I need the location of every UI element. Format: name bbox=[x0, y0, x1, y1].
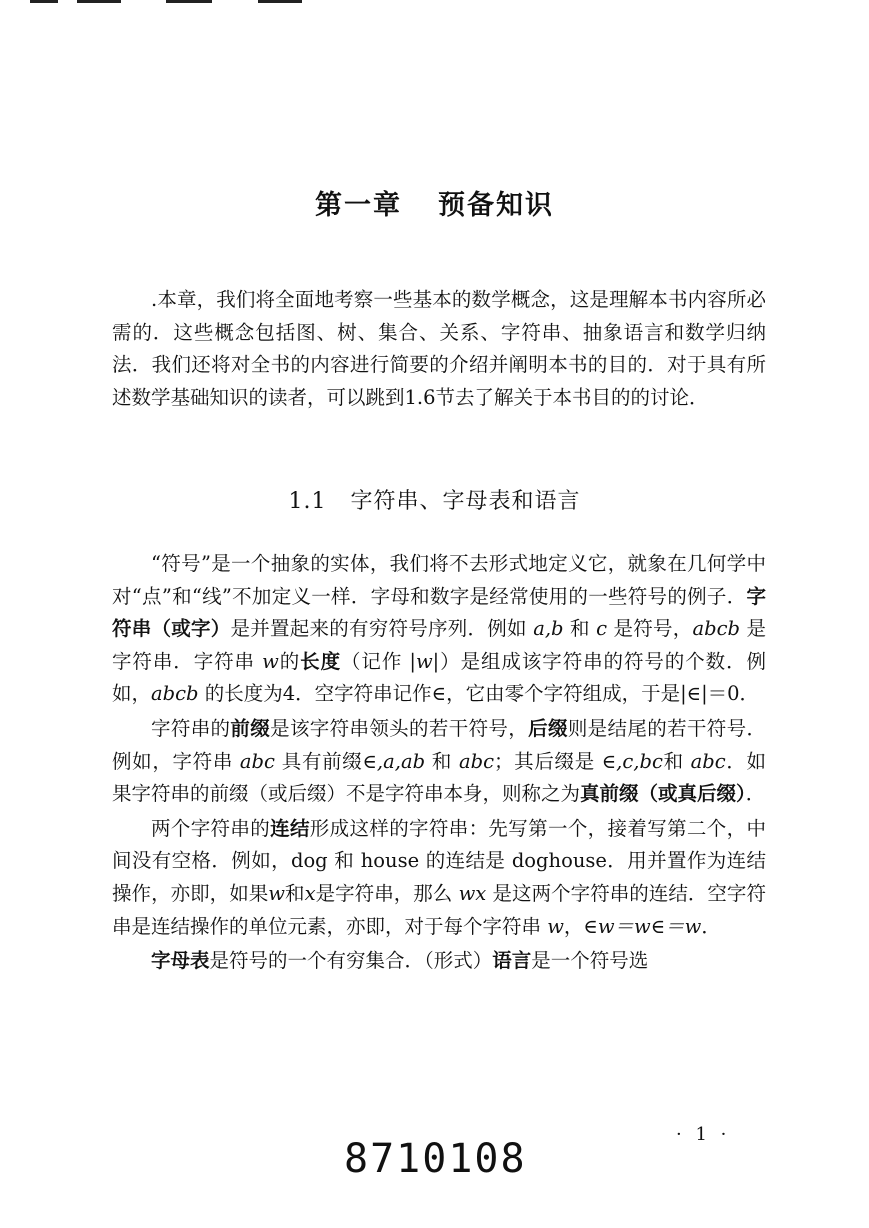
math-symbol: abc bbox=[458, 749, 495, 773]
math-symbol: ∈w＝w∈＝w bbox=[583, 914, 702, 938]
text-run: ， bbox=[563, 914, 584, 938]
chapter-title bbox=[0, 183, 869, 222]
chapter-intro bbox=[112, 284, 766, 414]
math-symbol: abc bbox=[690, 749, 726, 773]
text-run: 和 bbox=[284, 881, 305, 905]
stamp-number: 8710108 bbox=[344, 1136, 527, 1182]
text-run: 两个字符串的 bbox=[151, 816, 271, 840]
math-symbol: abcb bbox=[151, 682, 199, 706]
text-run: ．如果字符串的前缀（或后缀）不是字符串本身，则称之为 bbox=[112, 749, 767, 806]
text-run: （记作 | bbox=[341, 649, 416, 673]
term-proper-prefix: 真前缀（或真后缀） bbox=[580, 782, 746, 806]
math-symbol: w bbox=[262, 649, 279, 673]
term-prefix: 前缀 bbox=[230, 716, 271, 740]
math-symbol: ∈,c,bc bbox=[601, 749, 663, 773]
section-title: 字符串、字母表和语言 bbox=[350, 489, 581, 514]
text-run: ． bbox=[745, 782, 766, 806]
text-run: 和 bbox=[662, 749, 691, 773]
text-run: “符号”是一个抽象的实体，我们将不去形式地定义它，就象在几何学中对“点”和“线”不加定义一样．字母和数字是经常使用的一些符号的例子． bbox=[112, 552, 766, 608]
chapter-number: 第一章 bbox=[315, 190, 402, 221]
paragraph-alphabet bbox=[112, 945, 766, 978]
text-run: 形成这样的字符串：先写第一个，接着写第二个，中间没有空格．例如，dog 和 house 的连结是 doghouse．用并置作为连结操作，亦即，如果 bbox=[112, 816, 766, 905]
chapter-name: 预备知识 bbox=[438, 190, 554, 221]
math-symbol: w bbox=[547, 914, 564, 938]
section-body bbox=[112, 548, 766, 980]
text-run: 则是结尾的若干符号．例如，字符串 bbox=[112, 716, 766, 773]
text-run: 和 bbox=[563, 617, 597, 641]
text-run: 是这两个字符串的连结．空字符串是连结操作的单位元素，亦即，对于每个字符串 bbox=[112, 881, 766, 938]
math-symbol: w bbox=[268, 881, 285, 905]
math-symbol: w bbox=[415, 649, 433, 673]
term-alphabet: 字母表 bbox=[151, 949, 210, 973]
math-symbol: ∈,a,ab bbox=[362, 749, 426, 773]
top-rule bbox=[258, 0, 302, 3]
math-symbol: a,b bbox=[533, 617, 564, 641]
math-symbol: c bbox=[596, 617, 608, 641]
text-run: 是符号， bbox=[607, 617, 693, 641]
math-symbol: wx bbox=[458, 881, 487, 905]
text-run: 是字符串，那么 bbox=[315, 881, 459, 905]
paragraph-symbols bbox=[112, 548, 766, 711]
text-run: 是字符串．字符串 bbox=[112, 617, 766, 673]
text-run: 是符号的一个有穷集合．（形式） bbox=[209, 949, 493, 973]
text-run: 具有前缀 bbox=[274, 749, 363, 773]
text-run: ． bbox=[701, 914, 721, 938]
term-suffix: 后缀 bbox=[528, 716, 568, 740]
text-run: 的长度为4．空字符串记作∈，它由零个字符组成，于是|∈|＝0． bbox=[198, 682, 760, 706]
text-run: 字符串的 bbox=[151, 716, 231, 740]
math-symbol: abcb bbox=[692, 617, 741, 641]
text-run: |）是组成该字符串的符号的个数．例如， bbox=[112, 649, 766, 706]
text-run: ；其后缀是 bbox=[494, 749, 602, 773]
text-run: 是并置起来的有穷符号序列．例如 bbox=[230, 617, 534, 641]
top-rule bbox=[166, 0, 212, 3]
text-run: 是一个符号选 bbox=[531, 949, 649, 973]
math-symbol: abc bbox=[239, 749, 275, 773]
math-symbol: x bbox=[304, 881, 316, 905]
section-number: 1.1 bbox=[288, 489, 327, 514]
term-concatenation: 连结 bbox=[270, 816, 310, 840]
section-heading bbox=[0, 484, 869, 515]
paragraph-prefix-suffix bbox=[112, 713, 766, 811]
text-run: 和 bbox=[425, 749, 459, 773]
text-run: 的 bbox=[278, 649, 301, 673]
top-rule bbox=[77, 0, 121, 3]
paragraph-concatenation bbox=[112, 813, 766, 943]
top-rule bbox=[30, 0, 58, 3]
term-string: 字符串（或字） bbox=[112, 584, 766, 641]
page-number: · 1 · bbox=[676, 1124, 731, 1145]
intro-paragraph: .本章，我们将全面地考察一些基本的数学概念，这是理解本书内容所必需的．这些概念包括图、树、集合、关系、字符串、抽象语言和数学归纳法．我们还将对全书的内容进行简要的介绍并阐明本书的目的．对于具有所述数学基础知识的读者，可以跳到1.6节去了解关于本书目的的讨论． bbox=[112, 288, 766, 409]
text-run: 是该字符串领头的若干符号， bbox=[270, 716, 529, 740]
term-language: 语言 bbox=[492, 949, 532, 973]
term-length: 长度 bbox=[300, 649, 341, 673]
